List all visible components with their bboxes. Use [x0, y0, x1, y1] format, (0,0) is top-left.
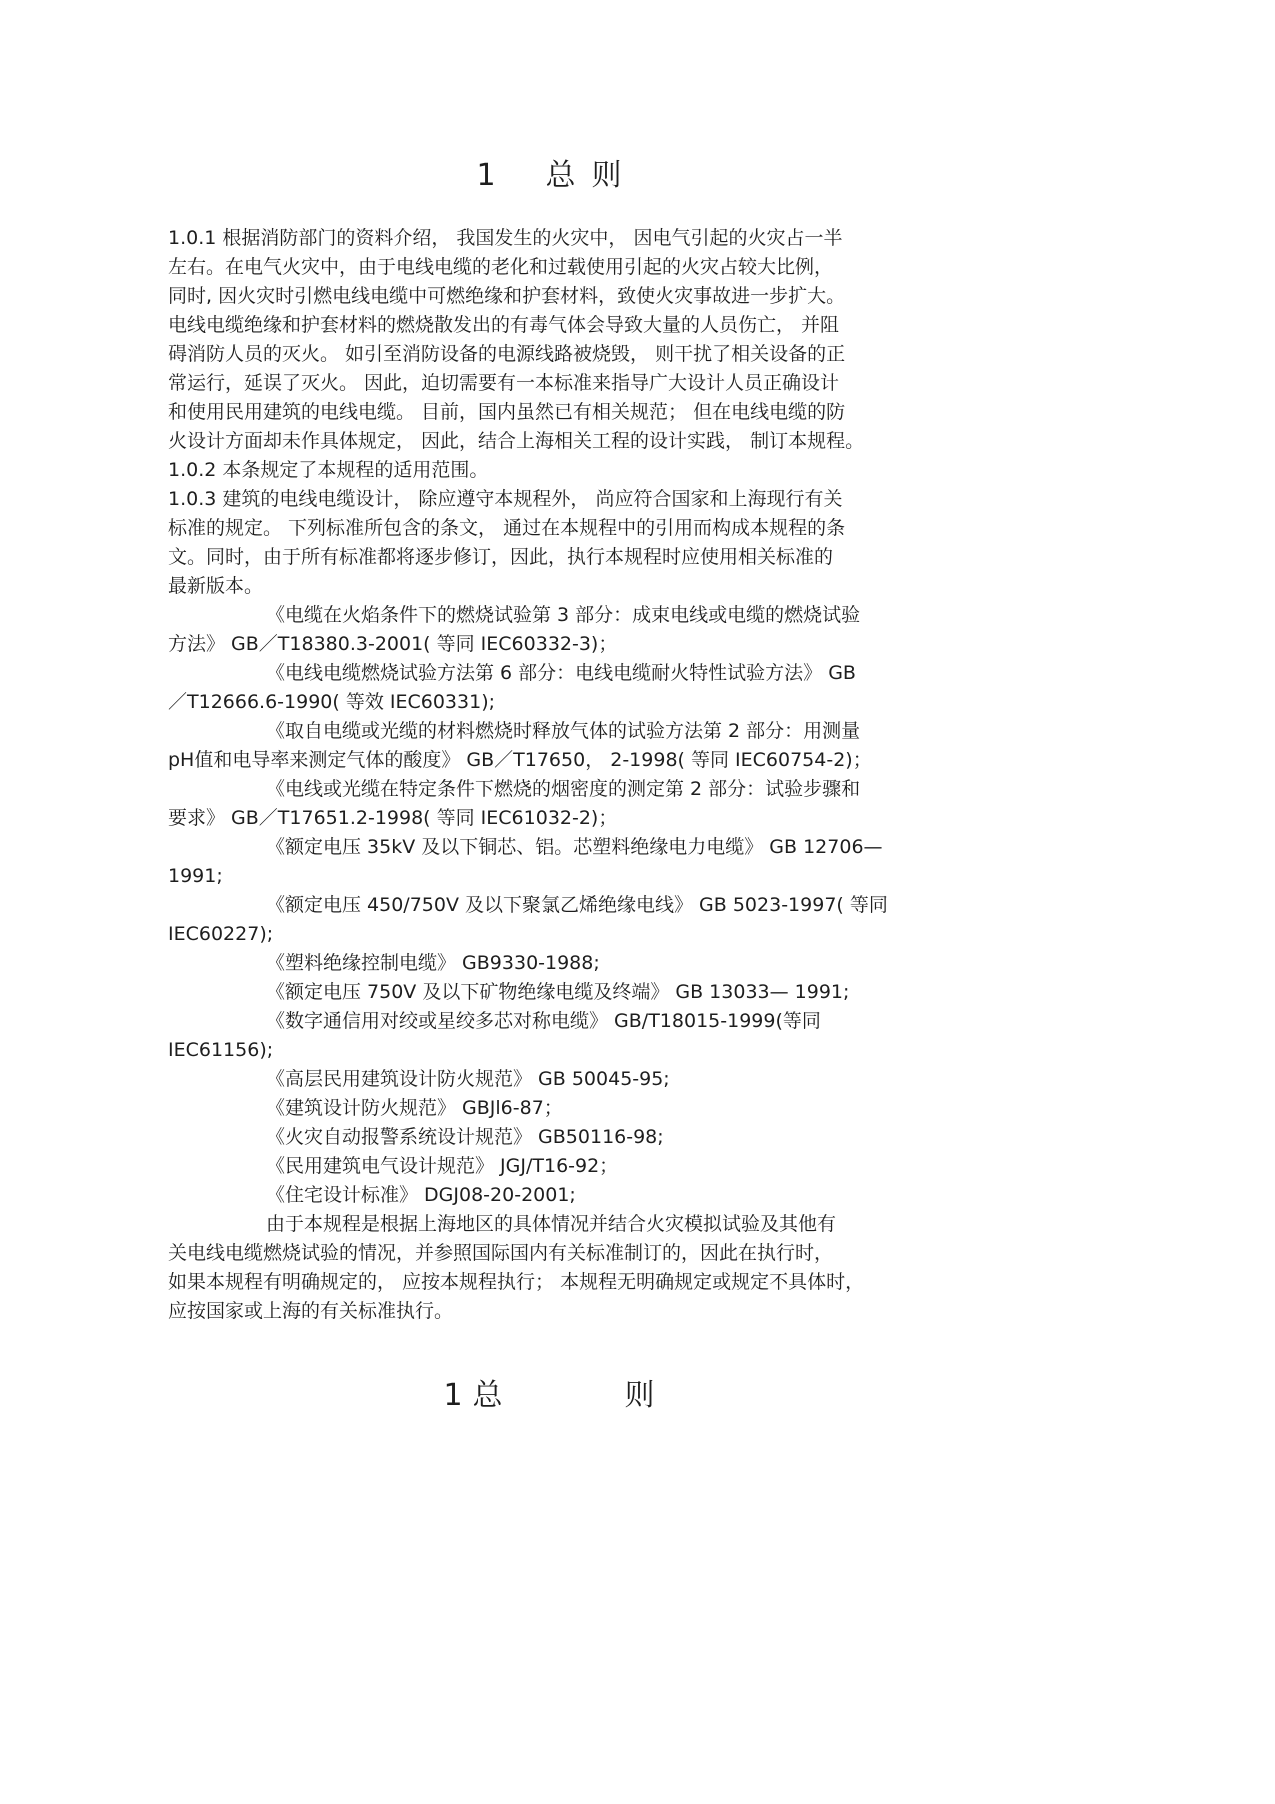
body-line: 《额定电压 35kV 及以下铜芯、铝。芯塑料绝缘电力电缆》 GB 12706— — [266, 836, 883, 858]
body-line: 火设计方面却未作具体规定， 因此，结合上海相关工程的设计实践， 制订本规程。 — [168, 430, 865, 452]
body-line: 《取自电缆或光缆的材料燃烧时释放气体的试验方法第 2 部分：用测量 — [266, 720, 861, 742]
body-line: 《额定电压 450/750V 及以下聚氯乙烯绝缘电线》 GB 5023-1997( 等同 — [266, 894, 888, 916]
body-line: 由于本规程是根据上海地区的具体情况并结合火灾模拟试验及其他有 — [266, 1213, 837, 1235]
body-line: 《电缆在火焰条件下的燃烧试验第 3 部分：成束电线或电缆的燃烧试验 — [266, 604, 861, 626]
chapter-title-char-2: 则 — [591, 158, 624, 193]
body-line: IEC60227); — [168, 923, 274, 945]
body-line: 《火灾自动报警系统设计规范》 GB50116-98; — [266, 1126, 664, 1148]
chapter-number-repeat: 1 — [443, 1378, 465, 1413]
body-line: 常运行，延误了灭火。 因此，迫切需要有一本标准来指导广大设计人员正确设计 — [168, 372, 840, 394]
body-line: 《电线或光缆在特定条件下燃烧的烟密度的测定第 2 部分：试验步骤和 — [266, 778, 861, 800]
body-line: 应按国家或上海的有关标准执行。 — [168, 1300, 454, 1322]
body-line: 《住宅设计标准》 DGJ08-20-2001; — [266, 1184, 576, 1206]
chapter-title — [0, 150, 1100, 194]
body-line: 《民用建筑电气设计规范》 JGJ/T16-92； — [266, 1155, 619, 1177]
body-line: 1.0.2 本条规定了本规程的适用范围。 — [168, 459, 489, 481]
chapter-title-repeat-char-2: 则 — [624, 1378, 657, 1413]
chapter-title-repeat — [0, 1370, 1100, 1414]
body-line: 如果本规程有明确规定的， 应按本规程执行； 本规程无明确规定或规定不具体时， — [168, 1271, 865, 1293]
body-line: 碍消防人员的灭火。 如引至消防设备的电源线路被烧毁， 则干扰了相关设备的正 — [168, 343, 846, 365]
body-line: 关电线电缆燃烧试验的情况，并参照国际国内有关标准制订的，因此在执行时， — [168, 1242, 834, 1264]
body-line: 1.0.1 根据消防部门的资料介绍， 我国发生的火灾中， 因电气引起的火灾占一半 — [168, 227, 843, 249]
body-line: 1991; — [168, 865, 223, 887]
chapter-title-char-1: 总 — [545, 158, 578, 193]
body-line: ／T12666.6-1990( 等效 IEC60331); — [168, 691, 496, 713]
body-line: 《建筑设计防火规范》 GBJl6-87； — [266, 1097, 563, 1119]
body-line: 要求》 GB／T17651.2-1998( 等同 IEC61032-2)； — [168, 807, 618, 829]
body-line: 标准的规定。 下列标准所包含的条文， 通过在本规程中的引用而构成本规程的条 — [168, 517, 846, 539]
chapter-number: 1 — [476, 158, 498, 193]
body-line: 同时, 因火灾时引燃电线电缆中可燃绝缘和护套材料，致使火灾事故进一步扩大。 — [168, 285, 846, 307]
body-line: pH值和电导率来测定气体的酸度》 GB／T17650， 2-1998( 等同 IEC60754-2)； — [168, 749, 872, 771]
body-line: 《额定电压 750V 及以下矿物绝缘电缆及终端》 GB 13033— 1991; — [266, 981, 850, 1003]
body-line: 和使用民用建筑的电线电缆。 目前，国内虽然已有相关规范； 但在电线电缆的防 — [168, 401, 846, 423]
body-line: 文。同时，由于所有标准都将逐步修订，因此，执行本规程时应使用相关标准的 — [168, 546, 834, 568]
body-line: 最新版本。 — [168, 575, 264, 597]
body-line: 《数字通信用对绞或星绞多芯对称电缆》 GB/T18015-1999(等同 — [266, 1010, 821, 1032]
chapter-title-repeat-char-1: 总 — [472, 1378, 505, 1413]
body-line: 《电线电缆燃烧试验方法第 6 部分：电线电缆耐火特性试验方法》 GB — [266, 662, 856, 684]
body-line: 1.0.3 建筑的电线电缆设计， 除应遵守本规程外， 尚应符合国家和上海现行有关 — [168, 488, 843, 510]
body-line: 左右。在电气火灾中，由于电线电缆的老化和过载使用引起的火灾占较大比例， — [168, 256, 834, 278]
body-line: 《高层民用建筑设计防火规范》 GB 50045-95; — [266, 1068, 670, 1090]
body-line: 电线电缆绝缘和护套材料的燃烧散发出的有毒气体会导致大量的人员伤亡， 并阻 — [168, 314, 840, 336]
body-line: 方法》 GB／T18380.3-2001( 等同 IEC60332-3)； — [168, 633, 618, 655]
body-line: 《塑料绝缘控制电缆》 GB9330-1988; — [266, 952, 600, 974]
body-text — [168, 224, 948, 1326]
body-line: IEC61156); — [168, 1039, 274, 1061]
